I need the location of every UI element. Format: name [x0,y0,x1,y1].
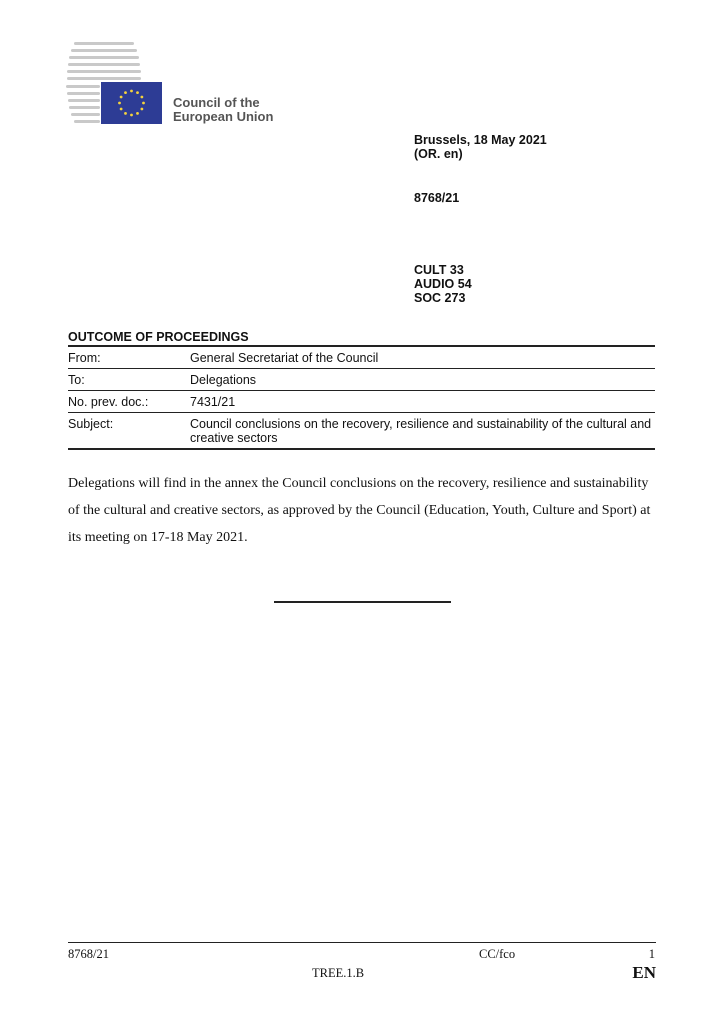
flag-star-icon [118,102,121,105]
table-row-from [68,347,655,369]
footer-rule [68,942,656,943]
table-row-subject [68,413,655,450]
classification-code: SOC 273 [414,291,466,305]
flag-star-icon [120,108,123,111]
row-label: Subject: [68,417,114,431]
flag-star-icon [130,114,133,117]
footer-page-number: 1 [648,947,655,961]
footer-language: EN [632,963,656,982]
flag-star-icon [136,112,139,115]
table-row-to [68,369,655,391]
classification-codes [414,263,472,305]
flag-star-icon [124,112,127,115]
organization-name-line2: European Union [173,109,274,124]
original-language: (OR. en) [414,147,463,161]
outcome-title: OUTCOME OF PROCEEDINGS [68,330,249,344]
row-value: General Secretariat of the Council [190,351,379,365]
classification-code: AUDIO 54 [414,277,472,291]
row-value: 7431/21 [190,395,236,409]
organization-name-line1: Council of the [173,95,260,110]
body-paragraph: Delegations will find in the annex the Council conclusions on the recovery, resilience and sustainability of the cultural and creative sectors, as approved by the Council (Education, Youth, Culture and Sport) at its meeting on 17-18 May 2021. [68,476,651,545]
flag-star-icon [136,91,139,94]
footer-unit: TREE.1.B [312,966,365,980]
flag-star-icon [142,102,145,105]
row-label: No. prev. doc.: [68,395,149,409]
separator-line [274,601,451,603]
council-logo [66,40,286,130]
row-label: From: [68,351,101,365]
row-value: Council conclusions on the recovery, resilience and sustainability of the cultural and creative sectors [190,417,652,445]
document-number: 8768/21 [414,191,460,205]
eu-flag-icon [101,82,162,124]
row-value: Delegations [190,373,257,387]
flag-star-icon [124,91,127,94]
flag-star-icon [140,108,143,111]
flag-star-icon [140,96,143,99]
row-label: To: [68,373,85,387]
classification-code: CULT 33 [414,263,464,277]
date-block [414,133,547,161]
flag-star-icon [130,90,133,93]
organization-name [173,96,273,124]
date-line: Brussels, 18 May 2021 [414,133,547,147]
footer-reference: CC/fco [479,947,516,961]
proceedings-table [68,345,655,450]
table-row-prev-doc [68,391,655,413]
footer-document-number: 8768/21 [68,947,109,961]
flag-star-icon [120,96,123,99]
